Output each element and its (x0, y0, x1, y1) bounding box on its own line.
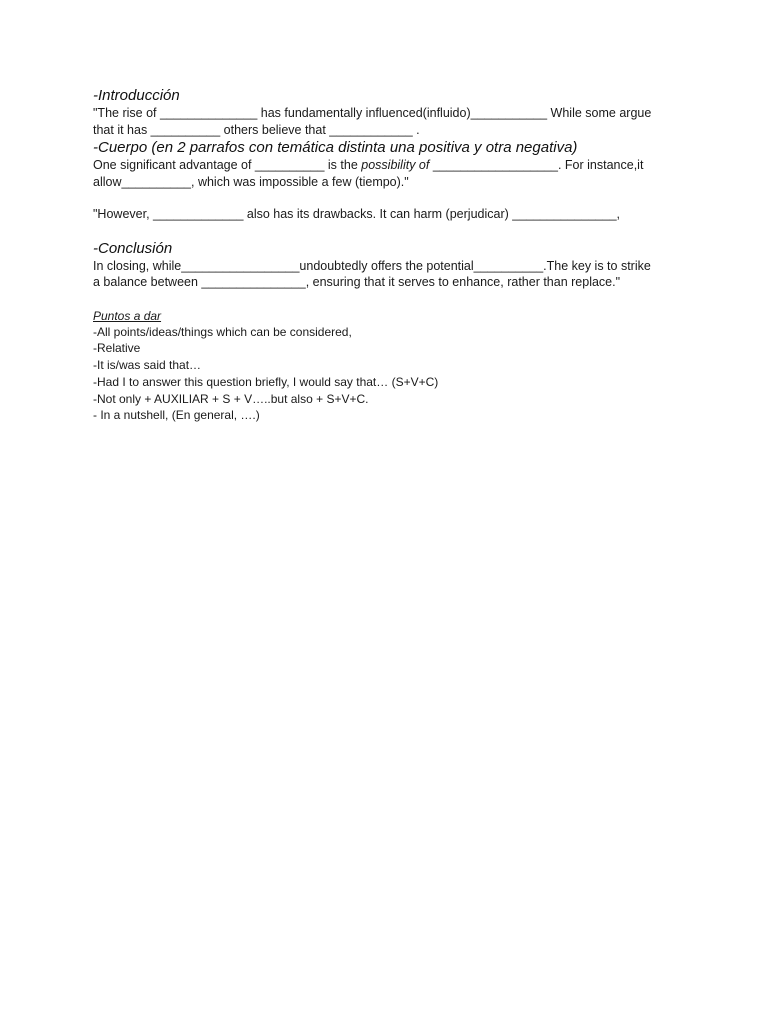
intro-line-2: that it has __________ others believe that ____________ . (93, 122, 420, 137)
intro-heading: -Introducción (93, 87, 180, 104)
conclusion-heading: -Conclusión (93, 239, 173, 257)
list-item: -Not only + AUXILIAR + S + V…..but also + S+V+C. (93, 391, 369, 406)
conclusion-line-2: a balance between _______________, ensuring that it serves to enhance, rather than replace." (93, 275, 621, 289)
paragraph-spacer (93, 190, 683, 206)
body-p1-text-a: One significant advantage of __________ is the (93, 158, 362, 172)
list-item: -It is/was said that… (93, 358, 202, 373)
intro-paragraph (93, 105, 683, 138)
body-p1-italic-text: possibility of (361, 158, 430, 172)
notes-list (93, 324, 683, 425)
document-page (93, 86, 683, 424)
list-item: -Had I to answer this question briefly, I would say that… (S+V+C) (93, 374, 439, 389)
body-paragraph-1 (93, 157, 683, 190)
intro-line-1: "The rise of ______________ has fundamentally influenced(influido)___________ While some argue (93, 106, 652, 120)
body-p1-text-b: __________________. For instance,it (429, 158, 644, 172)
body-heading: -Cuerpo (en 2 parrafos con temática distinta una positiva y otra negativa) (93, 139, 578, 156)
conclusion-paragraph (93, 258, 683, 291)
list-item: - In a nutshell, (En general, ….) (93, 408, 260, 423)
notes-spacer (93, 291, 683, 308)
list-item: -Relative (93, 341, 141, 356)
list-item: -All points/ideas/things which can be considered, (93, 324, 352, 339)
conclusion-line-1: In closing, while_________________undoubtedly offers the potential__________.The key is to strike (93, 258, 651, 273)
body-p1-line-1 (93, 157, 683, 174)
section-spacer (93, 223, 683, 239)
body-paragraph-2: "However, _____________ also has its drawbacks. It can harm (perjudicar) _______________, (93, 207, 620, 221)
notes-title: Puntos a dar (93, 308, 162, 323)
body-p1-line-2: allow__________, which was impossible a few (tiempo)." (93, 174, 409, 189)
